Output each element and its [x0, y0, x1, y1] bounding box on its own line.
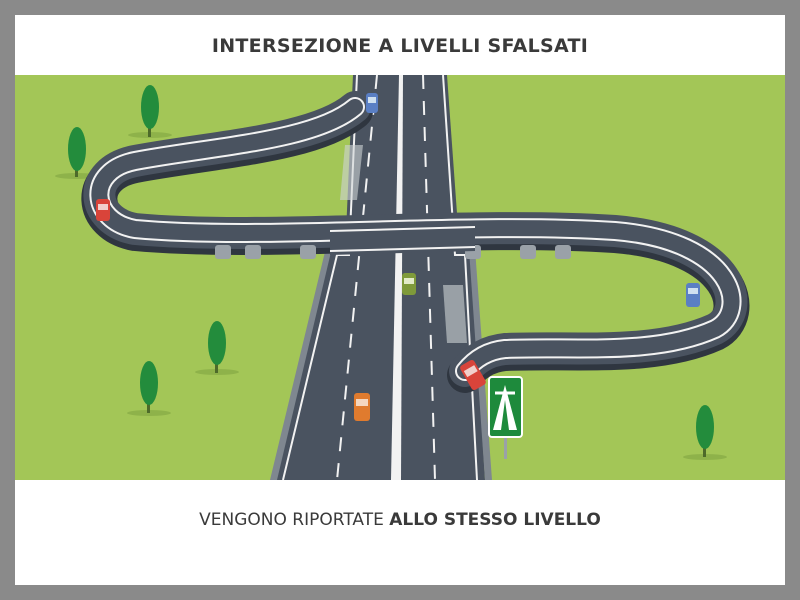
page-title: INTERSEZIONE A LIVELLI SFALSATI — [211, 35, 589, 57]
car-icon — [402, 273, 416, 295]
illustration — [15, 75, 785, 480]
car-icon — [686, 283, 700, 307]
car-icon — [366, 93, 378, 113]
bridge-deck — [330, 223, 475, 255]
caption-normal: VENGONO RIPORTATE — [199, 510, 384, 530]
caption — [15, 510, 785, 530]
card — [15, 15, 785, 585]
car-icon — [354, 393, 370, 421]
caption-bold: ALLO STESSO LIVELLO — [389, 510, 601, 530]
car-icon — [96, 199, 110, 221]
